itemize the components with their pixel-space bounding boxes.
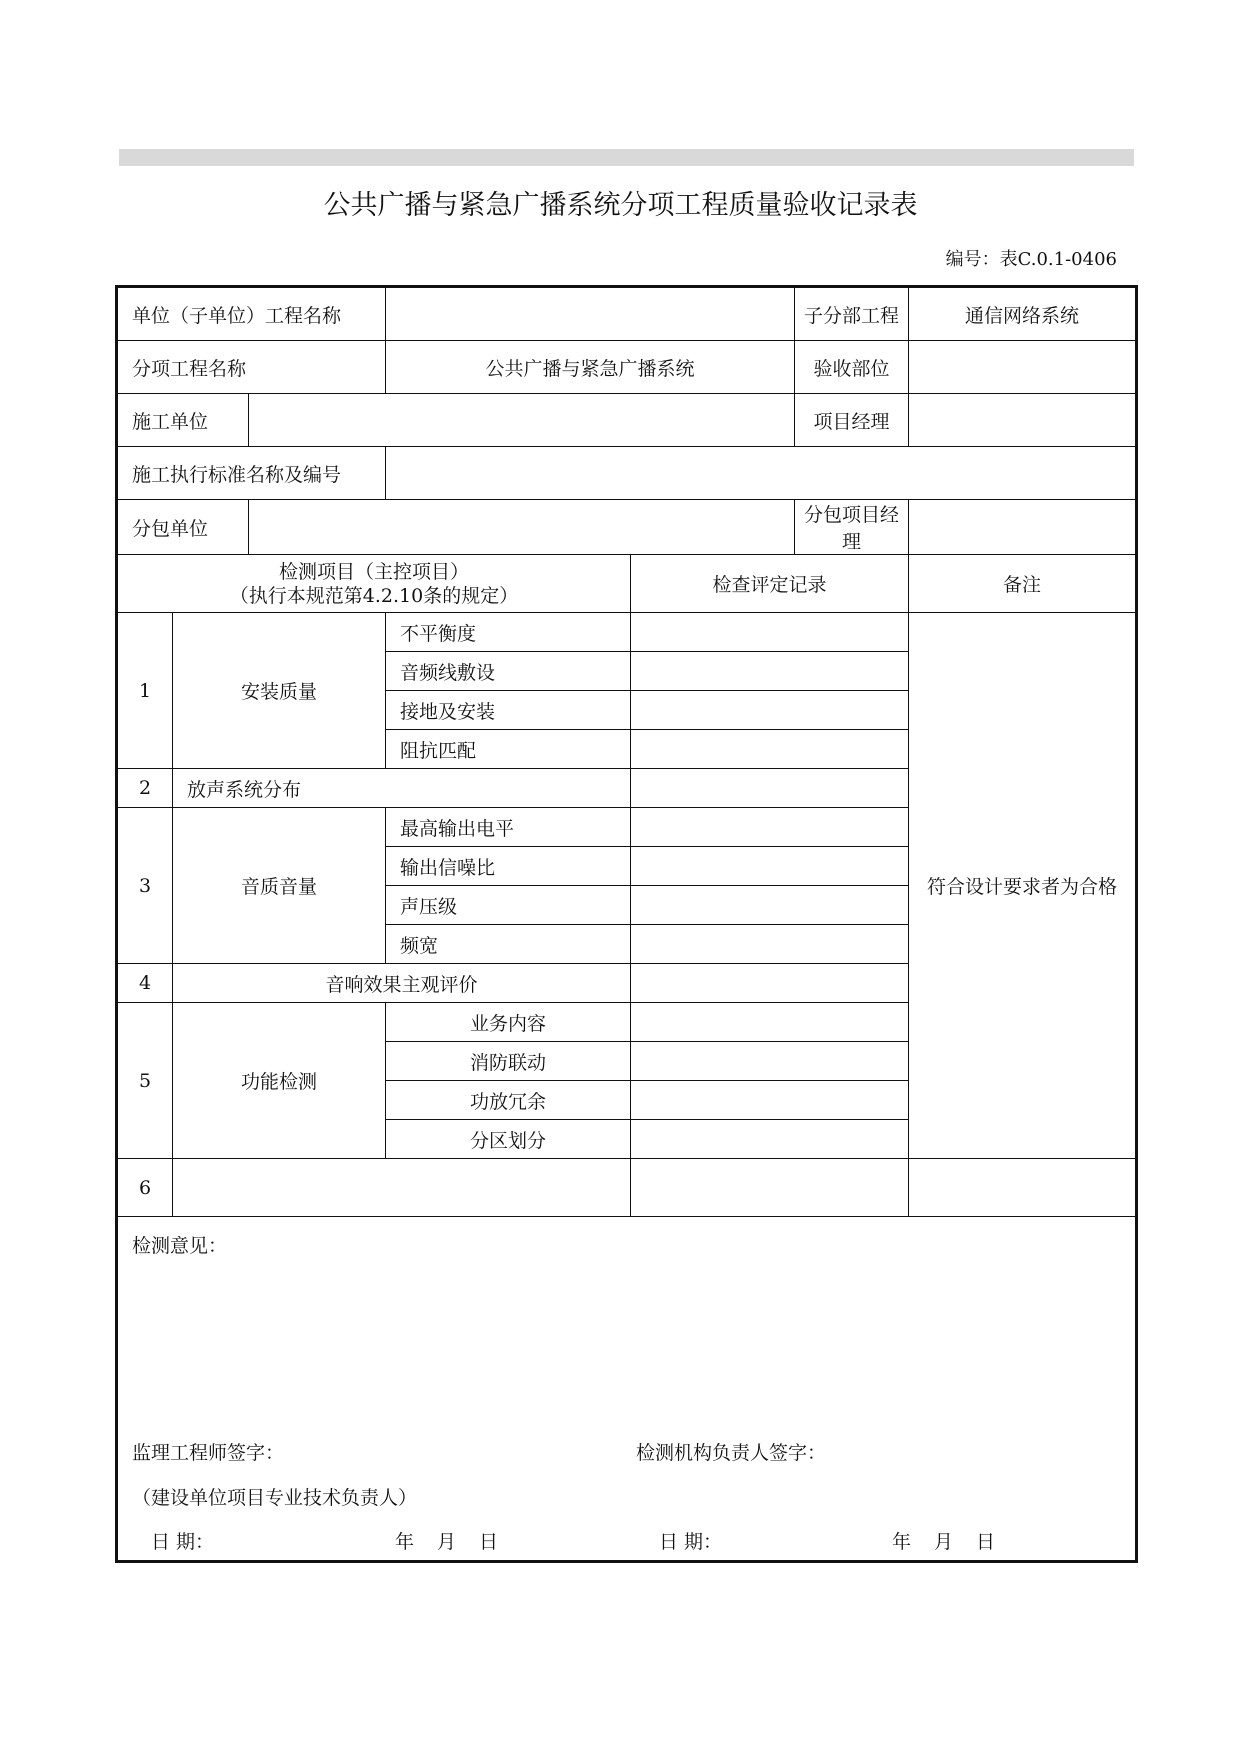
subcontractor-value[interactable] (249, 500, 795, 555)
item-number: 1 (117, 613, 173, 769)
sub-item: 不平衡度 (386, 613, 631, 652)
record-cell[interactable] (631, 769, 909, 808)
sub-item: 声压级 (386, 886, 631, 925)
inspector-date-year: 年 (892, 1531, 912, 1553)
accept-part-label: 验收部位 (795, 341, 909, 394)
unit-name-label: 单位（子单位）工程名称 (117, 287, 386, 341)
record-cell[interactable] (631, 730, 909, 769)
record-cell[interactable] (631, 886, 909, 925)
record-cell[interactable] (631, 925, 909, 964)
sub-project-manager-label: 分包项目经理 (795, 500, 909, 555)
inspector-date-month: 月 (934, 1531, 954, 1553)
supervisor-date-month: 月 (437, 1531, 457, 1553)
opinion-row (117, 1217, 1137, 1562)
info-row-unit (117, 287, 1137, 341)
supervisor-date-day: 日 (479, 1531, 499, 1553)
owner-note: （建设单位项目专业技术负责人） (132, 1487, 418, 1509)
info-row-item (117, 341, 1137, 394)
item-name-label: 分项工程名称 (117, 341, 386, 394)
item-name-value[interactable]: 公共广播与紧急广播系统 (386, 341, 795, 394)
remark-cell[interactable] (909, 1159, 1137, 1217)
opinion-box (118, 1217, 1135, 1560)
page-title: 公共广播与紧急广播系统分项工程质量验收记录表 (323, 190, 918, 221)
subcontractor-label: 分包单位 (117, 500, 249, 555)
standard-value[interactable] (386, 447, 1137, 500)
constructor-value[interactable] (249, 394, 795, 447)
project-manager-value[interactable] (909, 394, 1137, 447)
top-gray-bar (119, 149, 1134, 166)
item-number: 5 (117, 1003, 173, 1159)
sub-item: 功放冗余 (386, 1081, 631, 1120)
item-name: 音响效果主观评价 (173, 964, 631, 1003)
record-cell[interactable] (631, 691, 909, 730)
record-cell[interactable] (631, 1120, 909, 1159)
constructor-label: 施工单位 (117, 394, 249, 447)
sub-item: 输出信噪比 (386, 847, 631, 886)
info-row-subcontractor (117, 500, 1137, 555)
inspector-date-label: 日 期： (659, 1531, 723, 1553)
record-cell[interactable] (631, 652, 909, 691)
info-row-constructor (117, 394, 1137, 447)
record-cell[interactable] (631, 808, 909, 847)
supervisor-date-year: 年 (395, 1531, 415, 1553)
opinion-cell (117, 1217, 1137, 1562)
items-header-line1: 检测项目（主控项目） (278, 560, 469, 583)
sub-item: 消防联动 (386, 1042, 631, 1081)
sub-division-value[interactable]: 通信网络系统 (909, 287, 1137, 341)
supervisor-date-label: 日 期： (151, 1531, 215, 1553)
standard-label: 施工执行标准名称及编号 (117, 447, 386, 500)
item-name[interactable] (173, 1159, 631, 1217)
opinion-label: 检测意见： (132, 1235, 228, 1257)
form-code: 编号：表C.0.1-0406 (945, 249, 1117, 270)
sub-division-label: 子分部工程 (795, 287, 909, 341)
sub-project-manager-value[interactable] (909, 500, 1137, 555)
sub-item: 业务内容 (386, 1003, 631, 1042)
inspector-date-day: 日 (976, 1531, 996, 1553)
supervisor-signature-label: 监理工程师签字： (132, 1442, 285, 1464)
unit-name-value[interactable] (386, 287, 795, 341)
sub-item: 最高输出电平 (386, 808, 631, 847)
sub-item: 音频线敷设 (386, 652, 631, 691)
record-cell[interactable] (631, 964, 909, 1003)
record-cell[interactable] (631, 1042, 909, 1081)
item-number: 6 (117, 1159, 173, 1217)
item-name: 放声系统分布 (173, 769, 631, 808)
accept-part-value[interactable] (909, 341, 1137, 394)
item-number: 2 (117, 769, 173, 808)
item-number: 4 (117, 964, 173, 1003)
acceptance-record-table (115, 285, 1138, 1563)
remark-header: 备注 (909, 555, 1137, 613)
items-header (117, 555, 631, 613)
table-row (117, 613, 1137, 652)
item-name: 安装质量 (173, 613, 386, 769)
item-name: 音质音量 (173, 808, 386, 964)
sub-item: 频宽 (386, 925, 631, 964)
info-row-standard (117, 447, 1137, 500)
items-header-row (117, 555, 1137, 613)
sub-item: 接地及安装 (386, 691, 631, 730)
record-header: 检查评定记录 (631, 555, 909, 613)
inspector-signature-label: 检测机构负责人签字： (636, 1442, 827, 1464)
sub-item: 分区划分 (386, 1120, 631, 1159)
record-cell[interactable] (631, 613, 909, 652)
record-cell[interactable] (631, 847, 909, 886)
record-cell[interactable] (631, 1159, 909, 1217)
item-number: 3 (117, 808, 173, 964)
sub-item: 阻抗匹配 (386, 730, 631, 769)
items-header-line2: （执行本规范第4.2.10条的规定） (229, 584, 519, 607)
record-cell[interactable] (631, 1081, 909, 1120)
record-cell[interactable] (631, 1003, 909, 1042)
item-name: 功能检测 (173, 1003, 386, 1159)
remark-cell: 符合设计要求者为合格 (909, 613, 1137, 1159)
table-row (117, 1159, 1137, 1217)
project-manager-label: 项目经理 (795, 394, 909, 447)
